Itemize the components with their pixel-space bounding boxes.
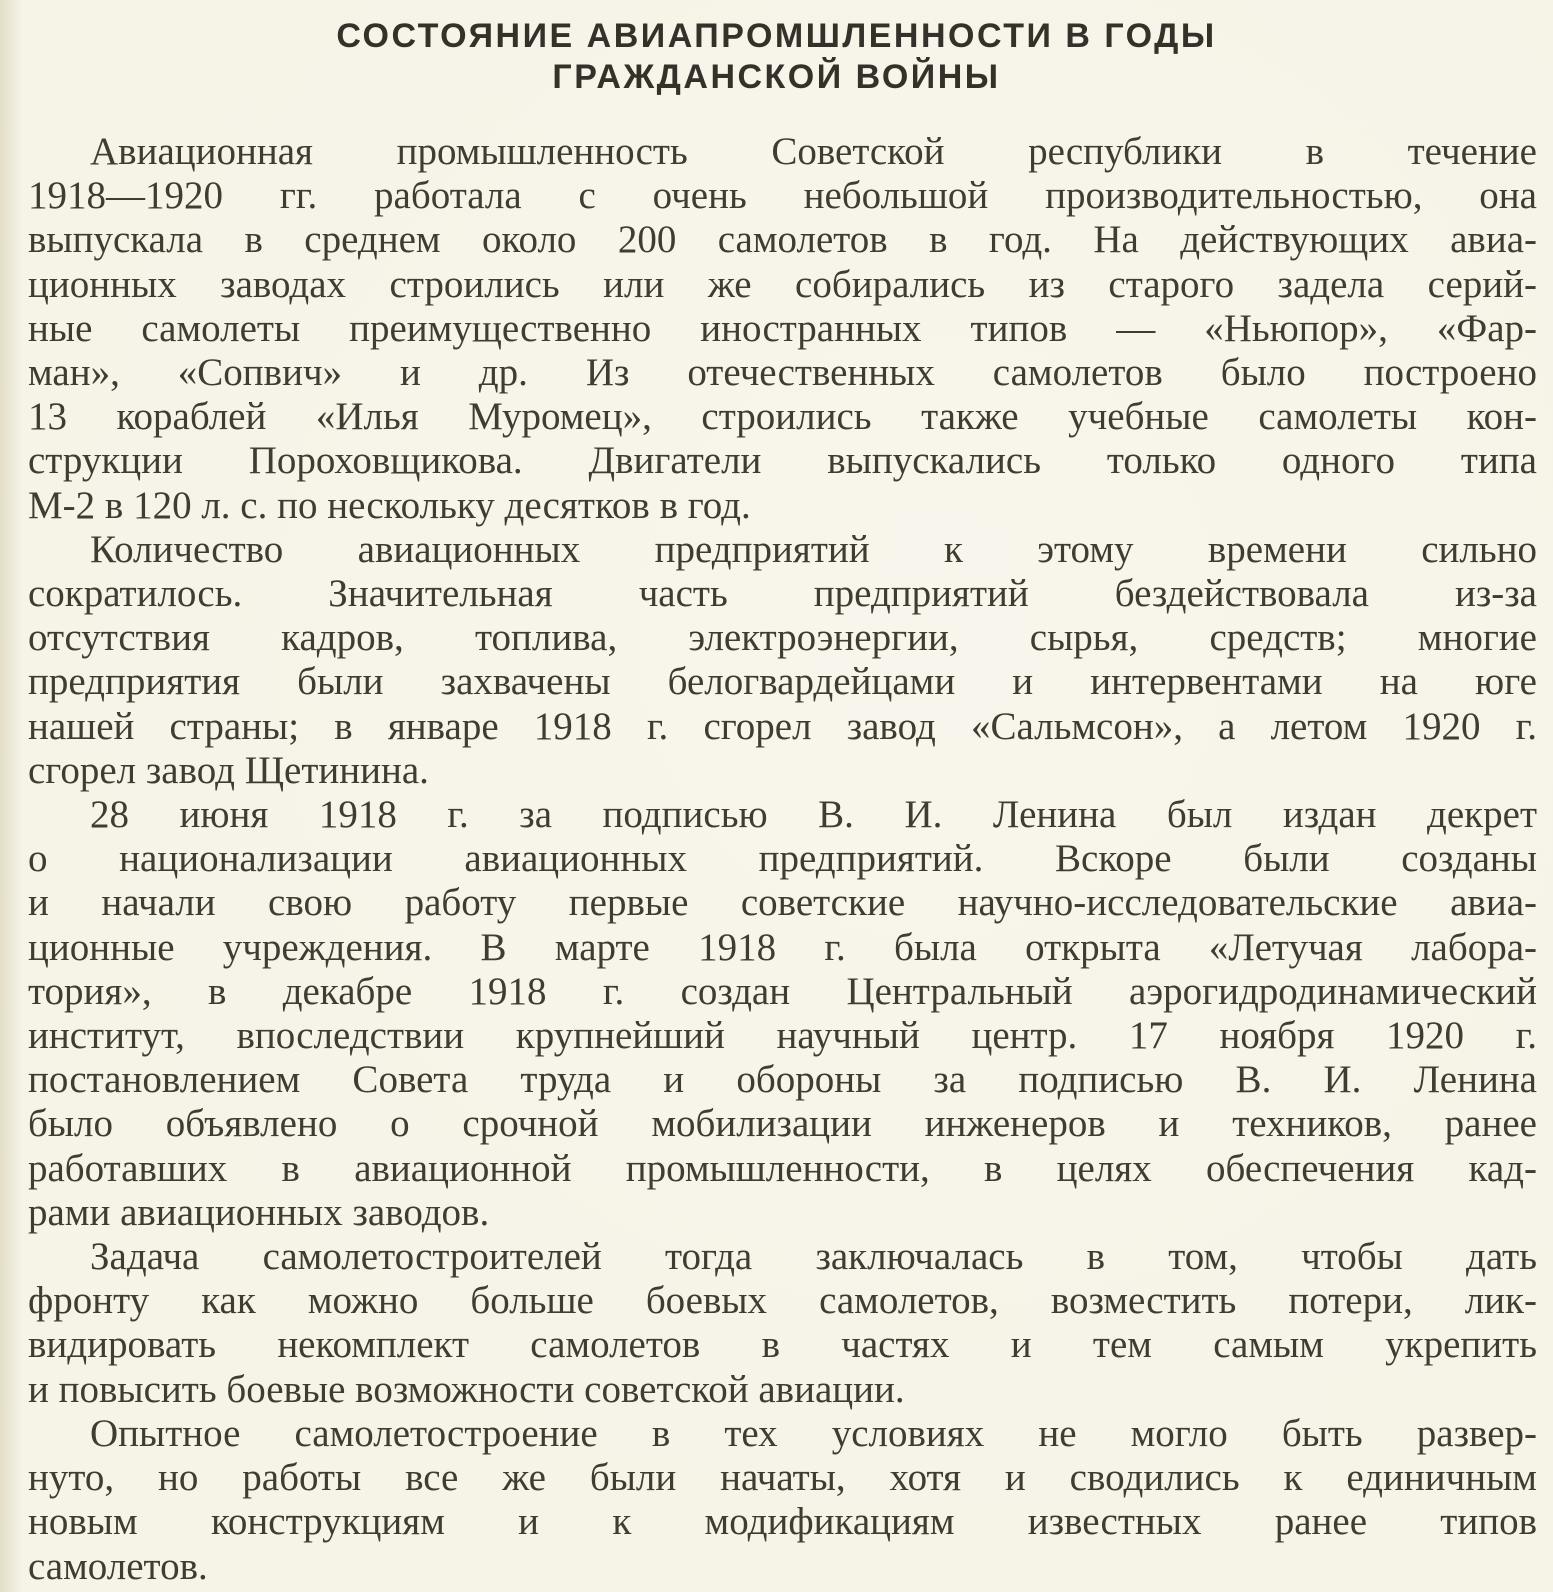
text-line: Авиационная промышленность Советской республики в течение (90, 130, 1537, 173)
text-line: ционные учреждения. В марте 1918 г. была открыта «Летучая лабора- (28, 925, 1537, 969)
text-line: видировать некомплект самолетов в частях и тем самым укрепить (28, 1323, 1537, 1367)
text-line: и повысить боевые возможности советской авиации. (28, 1367, 905, 1411)
text-line: 13 кораблей «Илья Муромец», строились также учебные самолеты кон- (28, 395, 1537, 439)
text-line: струкции Пороховщикова. Двигатели выпускались только одного типа (28, 439, 1537, 483)
paragraph (28, 1235, 1537, 1412)
paragraph (28, 528, 1537, 793)
text-line: работавших в авиационной промышленности, в целях обеспечения кад- (28, 1146, 1537, 1190)
text-line: институт, впоследствии крупнейший научный центр. 17 ноября 1920 г. (28, 1014, 1537, 1058)
text-line: о национализации авиационных предприятий. Вскоре были созданы (28, 837, 1537, 881)
text-line: ные самолеты преимущественно иностранных типов — «Ньюпор», «Фар- (28, 306, 1537, 350)
text-line: ционных заводах строились или же собирались из старого задела серий- (28, 262, 1537, 306)
article-body (0, 130, 1553, 1589)
text-line: предприятия были захвачены белогвардейцами и интервентами на юге (28, 660, 1537, 704)
text-line: 1918—1920 гг. работала с очень небольшой производительностью, она (28, 174, 1537, 218)
paragraph (28, 793, 1537, 1235)
text-line: рами авиационных заводов. (28, 1190, 490, 1234)
text-line: самолетов. (28, 1544, 208, 1588)
text-line: новым конструкциям и к модификациям известных ранее типов (28, 1500, 1537, 1544)
text-line: нашей страны; в январе 1918 г. сгорел завод «Сальмсон», а летом 1920 г. (28, 704, 1537, 748)
paragraph (28, 1412, 1537, 1589)
title-line-1: СОСТОЯНИЕ АВИАПРОМШЛЕННОСТИ В ГОДЫ (336, 17, 1217, 55)
title-line-2: ГРАЖДАНСКОЙ ВОЙНЫ (552, 58, 1001, 96)
text-line: отсутствия кадров, топлива, электроэнергии, сырья, средств; многие (28, 616, 1537, 660)
text-line: сократилось. Значительная часть предприятий бездействовала из-за (28, 572, 1537, 616)
text-line: постановлением Совета труда и обороны за подписью В. И. Ленина (28, 1058, 1537, 1102)
text-line: Задача самолетостроителей тогда заключалась в том, чтобы дать (90, 1235, 1537, 1279)
text-line: Количество авиационных предприятий к этому времени сильно (90, 527, 1537, 571)
text-line: нуто, но работы все же были начаты, хотя и сводились к единичным (28, 1456, 1537, 1500)
page-title (0, 0, 1553, 98)
text-line: сгорел завод Щетинина. (28, 748, 429, 792)
text-line: 28 июня 1918 г. за подписью В. И. Ленина был издан декрет (90, 793, 1537, 837)
text-line: ман», «Сопвич» и др. Из отечественных самолетов было построено (28, 351, 1537, 395)
text-line: фронту как можно больше боевых самолетов, возместить потери, лик- (28, 1279, 1537, 1323)
paragraph (28, 130, 1537, 528)
text-line: Опытное самолетостроение в тех условиях не могло быть развер- (90, 1411, 1537, 1455)
text-line: и начали свою работу первые советские научно-исследовательские авиа- (28, 881, 1537, 925)
text-line: было объявлено о срочной мобилизации инженеров и техников, ранее (28, 1102, 1537, 1146)
text-line: тория», в декабре 1918 г. создан Центральный аэрогидродинамический (28, 969, 1537, 1013)
text-line: М-2 в 120 л. с. по нескольку десятков в год. (28, 483, 751, 527)
text-line: выпускала в среднем около 200 самолетов в год. На действующих авиа- (28, 218, 1537, 262)
